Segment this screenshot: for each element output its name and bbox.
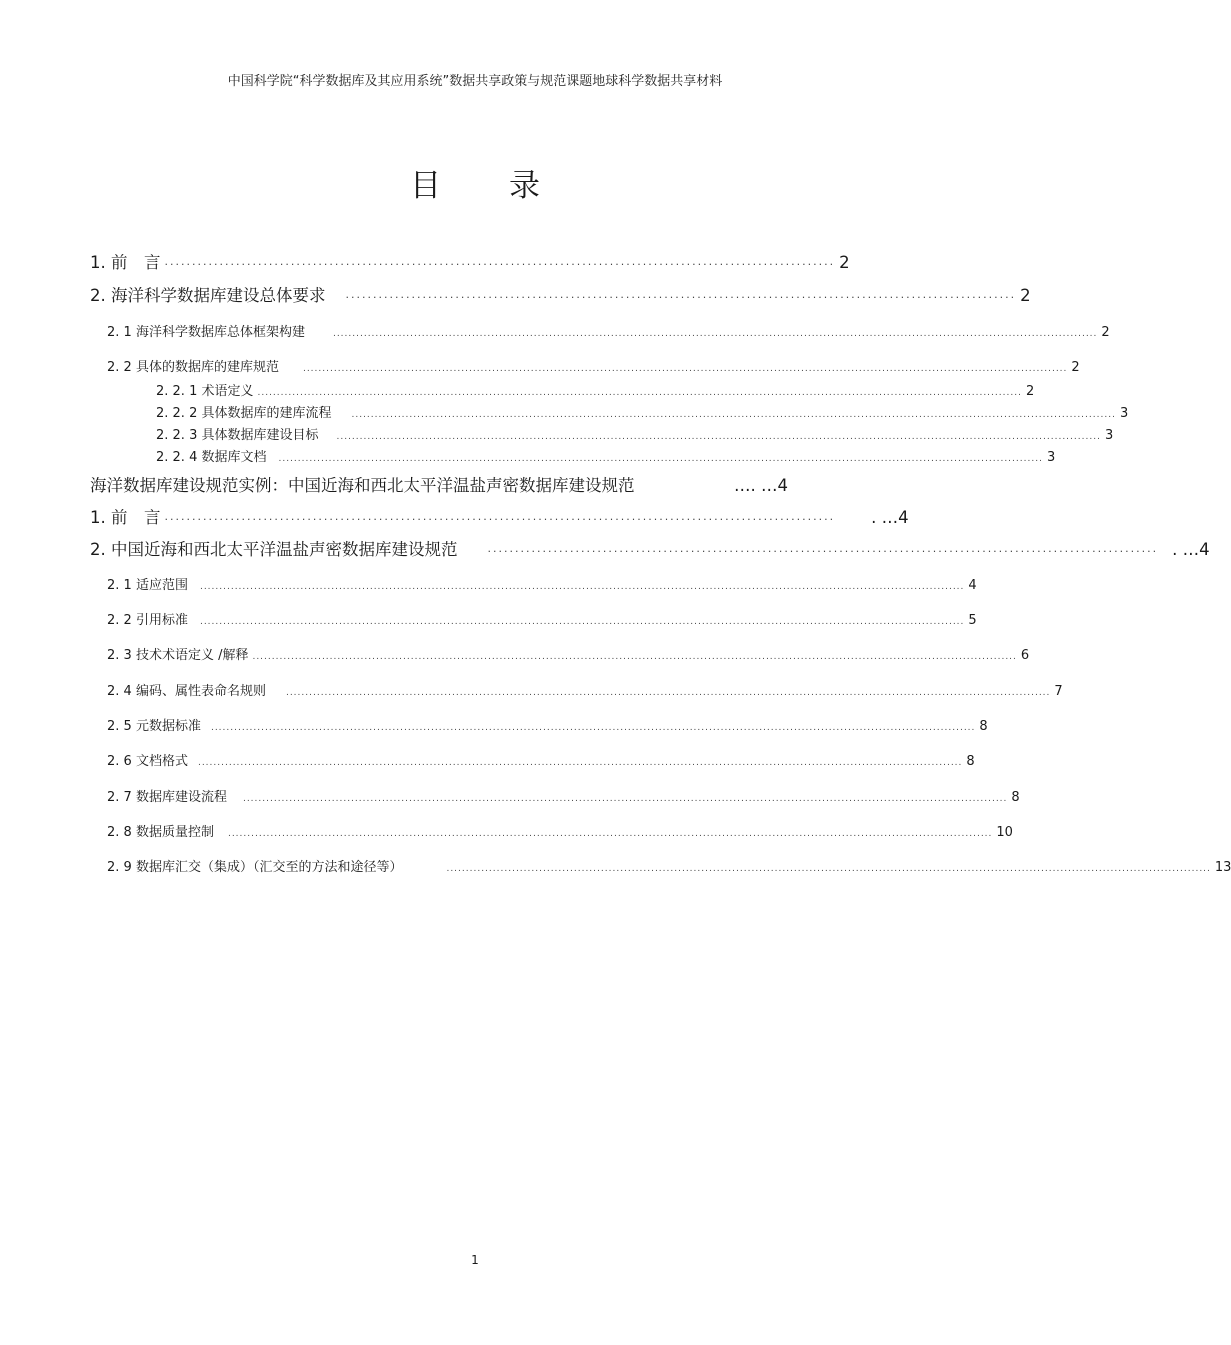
toc-leader-dots: ·························································································································· — [164, 258, 836, 271]
toc-entry[interactable] — [107, 644, 1030, 663]
toc-leader-dots: ...................................................................................................................................................................................................... — [199, 617, 965, 627]
toc-entry-page: . …4 — [1172, 540, 1210, 559]
toc-entry[interactable] — [107, 786, 1020, 805]
toc-entry-label: 1. 前 言 — [90, 508, 161, 527]
toc-entry-label: 2. 6 文档格式 — [107, 754, 188, 769]
toc-entry[interactable] — [107, 609, 977, 628]
toc-leader-dots: ...................................................................................................................................................................................................... — [197, 758, 963, 768]
toc-entry[interactable] — [90, 536, 1210, 560]
toc-entry-page: 8 — [979, 719, 988, 734]
toc-entry-page: 7 — [1054, 684, 1063, 699]
toc-entry[interactable] — [107, 356, 1080, 375]
toc-leader-dots: ...................................................................................................................................................................................................... — [227, 829, 993, 839]
toc-leader-dots: ...................................................................................................................................................................................................... — [351, 410, 1116, 420]
toc-entry-label: 2. 2 具体的数据库的建库规范 — [107, 360, 279, 375]
toc-entry-page: 8 — [1011, 790, 1020, 805]
toc-entry-page: 8 — [966, 754, 975, 769]
toc-entry-label: 2. 2. 2 具体数据库的建库流程 — [156, 406, 332, 421]
toc-entry-page: 2 — [1025, 384, 1035, 399]
toc-entry[interactable] — [107, 750, 975, 769]
toc-leader-dots: ·························································································································· — [345, 291, 1017, 304]
toc-leader-dots: ...................................................................................................................................................................................................... — [302, 364, 1068, 374]
toc-entry-label: 2. 中国近海和西北太平洋温盐声密数据库建设规范 — [90, 540, 458, 559]
toc-entry-label: 2. 1 适应范围 — [107, 578, 188, 593]
toc-leader-dots: ·························································································································· — [487, 545, 1159, 558]
toc-entry[interactable] — [90, 282, 1031, 306]
toc-entry[interactable] — [107, 680, 1063, 699]
toc-leader-dots: ...................................................................................................................................................................................................... — [336, 432, 1101, 442]
toc-leader-dots: ...................................................................................................................................................................................................... — [278, 454, 1043, 464]
toc-entry-label: 2. 4 编码、属性表命名规则 — [107, 684, 266, 699]
toc-entry-label: 2. 7 数据库建设流程 — [107, 790, 227, 805]
toc-entry-page: 2 — [1101, 325, 1110, 340]
toc-entry[interactable] — [107, 856, 1231, 875]
title-char-1: 目 — [410, 168, 441, 204]
toc-entry-label: 2. 1 海洋科学数据库总体框架构建 — [107, 325, 305, 340]
toc-entry[interactable] — [156, 424, 1114, 443]
toc-leader-dots: ...................................................................................................................................................................................................... — [257, 388, 1022, 398]
toc-entry[interactable] — [107, 574, 977, 593]
toc-entry-label: 2. 5 元数据标准 — [107, 719, 201, 734]
toc-entry-label: 2. 2. 4 数据库文档 — [156, 450, 267, 465]
toc-entry[interactable] — [107, 321, 1110, 340]
toc-leader-dots: ...................................................................................................................................................................................................... — [252, 652, 1017, 662]
toc-entry-page: 2 — [1071, 360, 1080, 375]
toc-entry[interactable] — [90, 249, 850, 273]
toc-entry[interactable] — [107, 715, 988, 734]
toc-entry-label: 2. 2 引用标准 — [107, 613, 188, 628]
toc-leader-dots: ...................................................................................................................................................................................................... — [446, 864, 1211, 874]
toc-leader-dots: ...................................................................................................................................................................................................... — [285, 688, 1051, 698]
toc-entry-label: 2. 8 数据质量控制 — [107, 825, 214, 840]
toc-entry-page: 3 — [1119, 406, 1129, 421]
toc-entry-label: 海洋数据库建设规范实例：中国近海和西北太平洋温盐声密数据库建设规范 — [90, 476, 635, 495]
toc-leader-dots: ...................................................................................................................................................................................................... — [332, 329, 1098, 339]
toc-entry-page: 13 — [1214, 860, 1231, 875]
toc-leader-dots: ...................................................................................................................................................................................................... — [242, 794, 1008, 804]
toc-entry-page: 3 — [1104, 428, 1114, 443]
toc-entry[interactable] — [90, 504, 909, 528]
toc-entry[interactable] — [90, 472, 788, 496]
toc-entry[interactable] — [156, 446, 1056, 465]
toc-entry-label: 1. 前 言 — [90, 253, 161, 272]
document-header: 中国科学院“科学数据库及其应用系统”数据共享政策与规范课题地球科学数据共享材料 — [227, 74, 723, 89]
toc-entry-label: 2. 9 数据库汇交（集成）（汇交至的方法和途径等） — [107, 860, 403, 875]
toc-entry-page: 2 — [1020, 286, 1031, 305]
page-number: 1 — [471, 1253, 479, 1267]
toc-entry[interactable] — [156, 402, 1129, 421]
toc-entry-label: 2. 3 技术术语定义 /解释 — [107, 648, 249, 663]
toc-leader-dots: ·························································································································· — [164, 513, 836, 526]
toc-entry-page: . …4 — [871, 508, 909, 527]
title-char-2: 录 — [509, 168, 540, 204]
toc-entry-page: 3 — [1046, 450, 1056, 465]
toc-entry-label: 2. 2. 3 具体数据库建设目标 — [156, 428, 319, 443]
toc-leader-dots: ...................................................................................................................................................................................................... — [210, 723, 976, 733]
toc-entry-label: 2. 海洋科学数据库建设总体要求 — [90, 286, 326, 305]
toc-entry-label: 2. 2. 1 术语定义 — [156, 384, 254, 399]
toc-entry[interactable] — [156, 380, 1035, 399]
toc-entry-page: 10 — [996, 825, 1013, 840]
toc-entry-page: 4 — [968, 578, 977, 593]
toc-entry-page: …. …4 — [734, 476, 788, 495]
toc-entry[interactable] — [107, 821, 1013, 840]
toc-entry-page: 2 — [839, 253, 850, 272]
toc-leader-dots: ...................................................................................................................................................................................................... — [199, 582, 965, 592]
toc-entry-page: 6 — [1020, 648, 1030, 663]
toc-entry-page: 5 — [968, 613, 977, 628]
